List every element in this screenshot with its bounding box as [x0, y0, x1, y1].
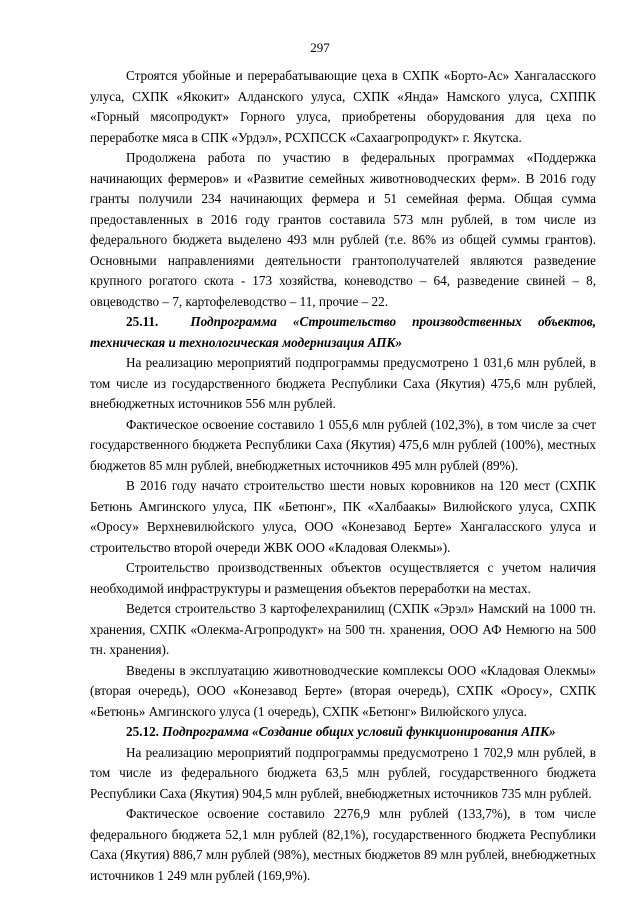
- paragraph-planned-funding: На реализацию мероприятий подпрограммы предусмотрено 1 031,6 млн рублей, в том числе из государственного бюджета Республики Саха (Якутия) 475,6 млн рублей, внебюджетных источников 556 млн рублей.: [90, 355, 596, 411]
- page-number: 297: [310, 40, 330, 55]
- paragraph-potato-storage: Ведется строительство 3 картофелехранилищ (СХПК «Эрэл» Намский на 1000 тн. хранения, СХПК «Олекма-Агропродукт» на 500 тн. хранения, ООО АФ Немюгю на 500 тн. хранения).: [90, 601, 596, 657]
- paragraph-actual-spending: Фактическое освоение составило 1 055,6 млн рублей (102,3%), в том числе за счет государственного бюджета Республики Саха (Якутия) 475,6 млн рублей (100%), местных бюджетов 85 млн рублей, внебюджетных источников 495 млн рублей (89%).: [90, 416, 596, 473]
- paragraph-actual-spending: Фактическое освоение составило 2276,9 млн рублей (133,7%), в том числе федерального бюджета 52,1 млн рублей (82,1%), государственного бюджета Республики Саха (Якутия) 886,7 млн рублей (98%), местных бюджетов 89 млн рублей, внебюджетных источников 1 249 млн рублей (169,9%).: [90, 806, 596, 883]
- document-body: [90, 66, 596, 886]
- paragraph-slaughterhouses: Строятся убойные и перерабатывающие цеха в СХПК «Борто-Ас» Хангаласского улуса, СХПК «Якокит» Алданского улуса, СХПК «Янда» Намского улуса, СХППК «Горный мясопродукт» Горного улуса, приобретены оборудования для цеха по переработке мяса в СПК «Урдэл», РСХПССК «Сахаагропродукт» г. Якутска.: [90, 68, 596, 145]
- section-title: Подпрограмма «Строительство производственных объектов, техническая и технологическая модернизация АПК»: [90, 314, 596, 350]
- section-title: Подпрограмма «Создание общих условий функционирования АПК»: [162, 724, 556, 739]
- paragraph-grants: Продолжена работа по участию в федеральных программах «Поддержка начинающих фермеров» и «Развитие семейных животноводческих ферм». В 2016 году гранты получили 234 начинающих фермера и 51 семейная ферма. Общая сумма предоставленных в 2016 году грантов составила 573 млн рублей, в том числе из федерального бюджета выделено 493 млн рублей (т.е. 86% из общей суммы грантов). Основными направлениями деятельности грантополучателей являются разведение крупного рогатого скота - 173 хозяйства, коневодство – 64, разведение свиней – 8, овцеводство – 7, картофелеводство – 11, прочие – 22.: [90, 150, 596, 309]
- section-heading-25-11: [90, 312, 596, 353]
- paragraph-planned-funding: На реализацию мероприятий подпрограммы предусмотрено 1 702,9 млн рублей, в том числе из федерального бюджета 63,5 млн рублей, государственного бюджета Республики Саха (Якутия) 904,5 млн рублей, внебюджетных источников 735 млн рублей.: [90, 744, 596, 801]
- section-heading-25-12: [90, 722, 596, 743]
- paragraph-cowsheds: В 2016 году начато строительство шести новых коровников на 120 мест (СХПК Бетюнь Амгинского улуса, ПК «Бетюнг», ПК «Халбаакы» Вилюйского улуса, СХПК «Оросу» Верхневилюйского улуса, ООО «Конезавод Берте» Хангаласского улуса и строительство второй очереди ЖВК ООО «Кладовая Олекмы»).: [90, 478, 596, 555]
- section-number: 25.12.: [126, 724, 159, 739]
- paragraph-livestock-complexes: Введены в эксплуатацию животноводческие комплексы ООО «Кладовая Олекмы» (вторая очередь), ООО «Конезавод Берте» (вторая очередь), СХПК «Оросу», СХПК «Бетюнь» Амгинского улуса (1 очередь), СХПК «Бетюнг» Вилюйского улуса.: [90, 662, 596, 719]
- section-number: 25.11.: [126, 314, 159, 329]
- paragraph-infrastructure: Строительство производственных объектов осуществляется с учетом наличия необходимой инфраструктуры и размещения объектов переработки на местах.: [90, 560, 596, 596]
